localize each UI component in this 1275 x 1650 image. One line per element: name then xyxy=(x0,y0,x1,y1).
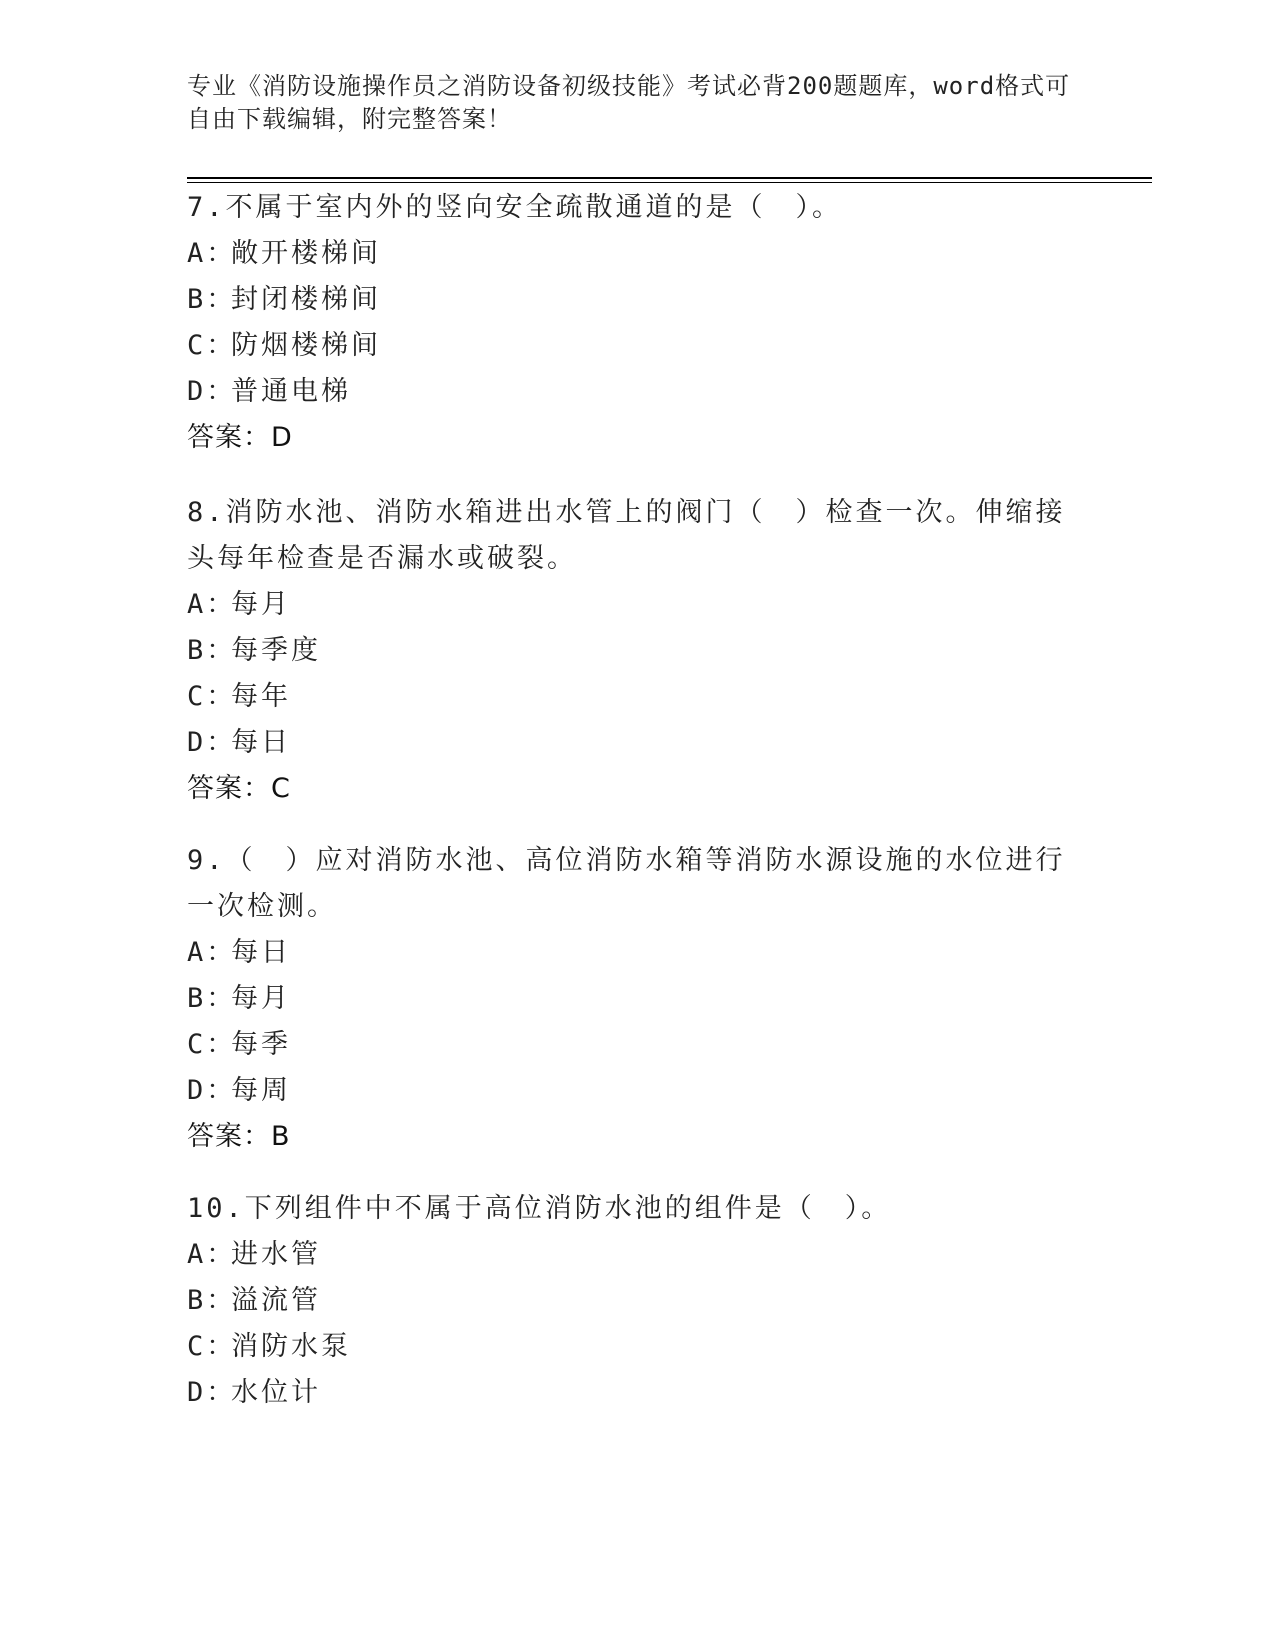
option-key: B： xyxy=(187,983,237,1014)
option-key: A： xyxy=(187,1239,237,1270)
option-b xyxy=(187,976,1087,1022)
header-rule-thick xyxy=(187,177,1152,179)
option-key: D： xyxy=(187,727,237,758)
option-key: A： xyxy=(187,238,237,269)
question-stem: 9.（ ）应对消防水池、高位消防水箱等消防水源设施的水位进行一次检测。 xyxy=(187,845,1066,922)
question-stem: 8.消防水池、消防水箱进出水管上的阀门（ ）检查一次。伸缩接头每年检查是否漏水或破裂。 xyxy=(187,497,1066,574)
option-a xyxy=(187,1232,1087,1278)
option-a xyxy=(187,930,1087,976)
option-text: 水位计 xyxy=(231,1377,321,1408)
answer-label: 答案：D xyxy=(187,422,293,453)
option-a xyxy=(187,582,1087,628)
option-key: B： xyxy=(187,1285,237,1316)
option-text: 每季度 xyxy=(231,635,321,666)
option-d xyxy=(187,1370,1087,1416)
option-d xyxy=(187,1068,1087,1114)
question-10 xyxy=(187,1186,1087,1416)
option-key: C： xyxy=(187,1331,237,1362)
option-text: 消防水泵 xyxy=(231,1331,351,1362)
document-header xyxy=(187,70,1087,136)
option-text: 每日 xyxy=(231,937,291,968)
option-text: 每季 xyxy=(231,1029,291,1060)
option-text: 防烟楼梯间 xyxy=(231,330,381,361)
question-7 xyxy=(187,185,1087,461)
header-rule-thin xyxy=(187,182,1152,183)
option-text: 敞开楼梯间 xyxy=(231,238,381,269)
answer-label: 答案：B xyxy=(187,1121,291,1152)
header-line-2: 自由下载编辑，附完整答案！ xyxy=(187,105,512,133)
option-key: A： xyxy=(187,937,237,968)
option-text: 每年 xyxy=(231,681,291,712)
option-text: 每月 xyxy=(231,983,291,1014)
option-c xyxy=(187,323,1087,369)
option-key: B： xyxy=(187,635,237,666)
option-key: C： xyxy=(187,681,237,712)
option-c xyxy=(187,1324,1087,1370)
option-b xyxy=(187,628,1087,674)
option-text: 溢流管 xyxy=(231,1285,321,1316)
option-key: A： xyxy=(187,589,237,620)
option-text: 封闭楼梯间 xyxy=(231,284,381,315)
option-c xyxy=(187,1022,1087,1068)
option-b xyxy=(187,1278,1087,1324)
option-d xyxy=(187,369,1087,415)
question-8 xyxy=(187,490,1087,812)
option-key: C： xyxy=(187,1029,237,1060)
option-text: 每日 xyxy=(231,727,291,758)
answer-label: 答案：C xyxy=(187,773,291,804)
option-key: C： xyxy=(187,330,237,361)
option-key: D： xyxy=(187,376,237,407)
option-text: 进水管 xyxy=(231,1239,321,1270)
option-c xyxy=(187,674,1087,720)
option-text: 普通电梯 xyxy=(231,376,351,407)
option-d xyxy=(187,720,1087,766)
question-stem: 7.不属于室内外的竖向安全疏散通道的是（ ）。 xyxy=(187,192,843,223)
header-line-1: 专业《消防设施操作员之消防设备初级技能》考试必背200题题库，word格式可 xyxy=(187,72,1071,100)
question-stem: 10.下列组件中不属于高位消防水池的组件是（ ）。 xyxy=(187,1193,892,1224)
option-a xyxy=(187,231,1087,277)
option-key: D： xyxy=(187,1075,237,1106)
option-key: D： xyxy=(187,1377,237,1408)
option-b xyxy=(187,277,1087,323)
option-key: B： xyxy=(187,284,237,315)
option-text: 每周 xyxy=(231,1075,291,1106)
option-text: 每月 xyxy=(231,589,291,620)
question-9 xyxy=(187,838,1087,1160)
